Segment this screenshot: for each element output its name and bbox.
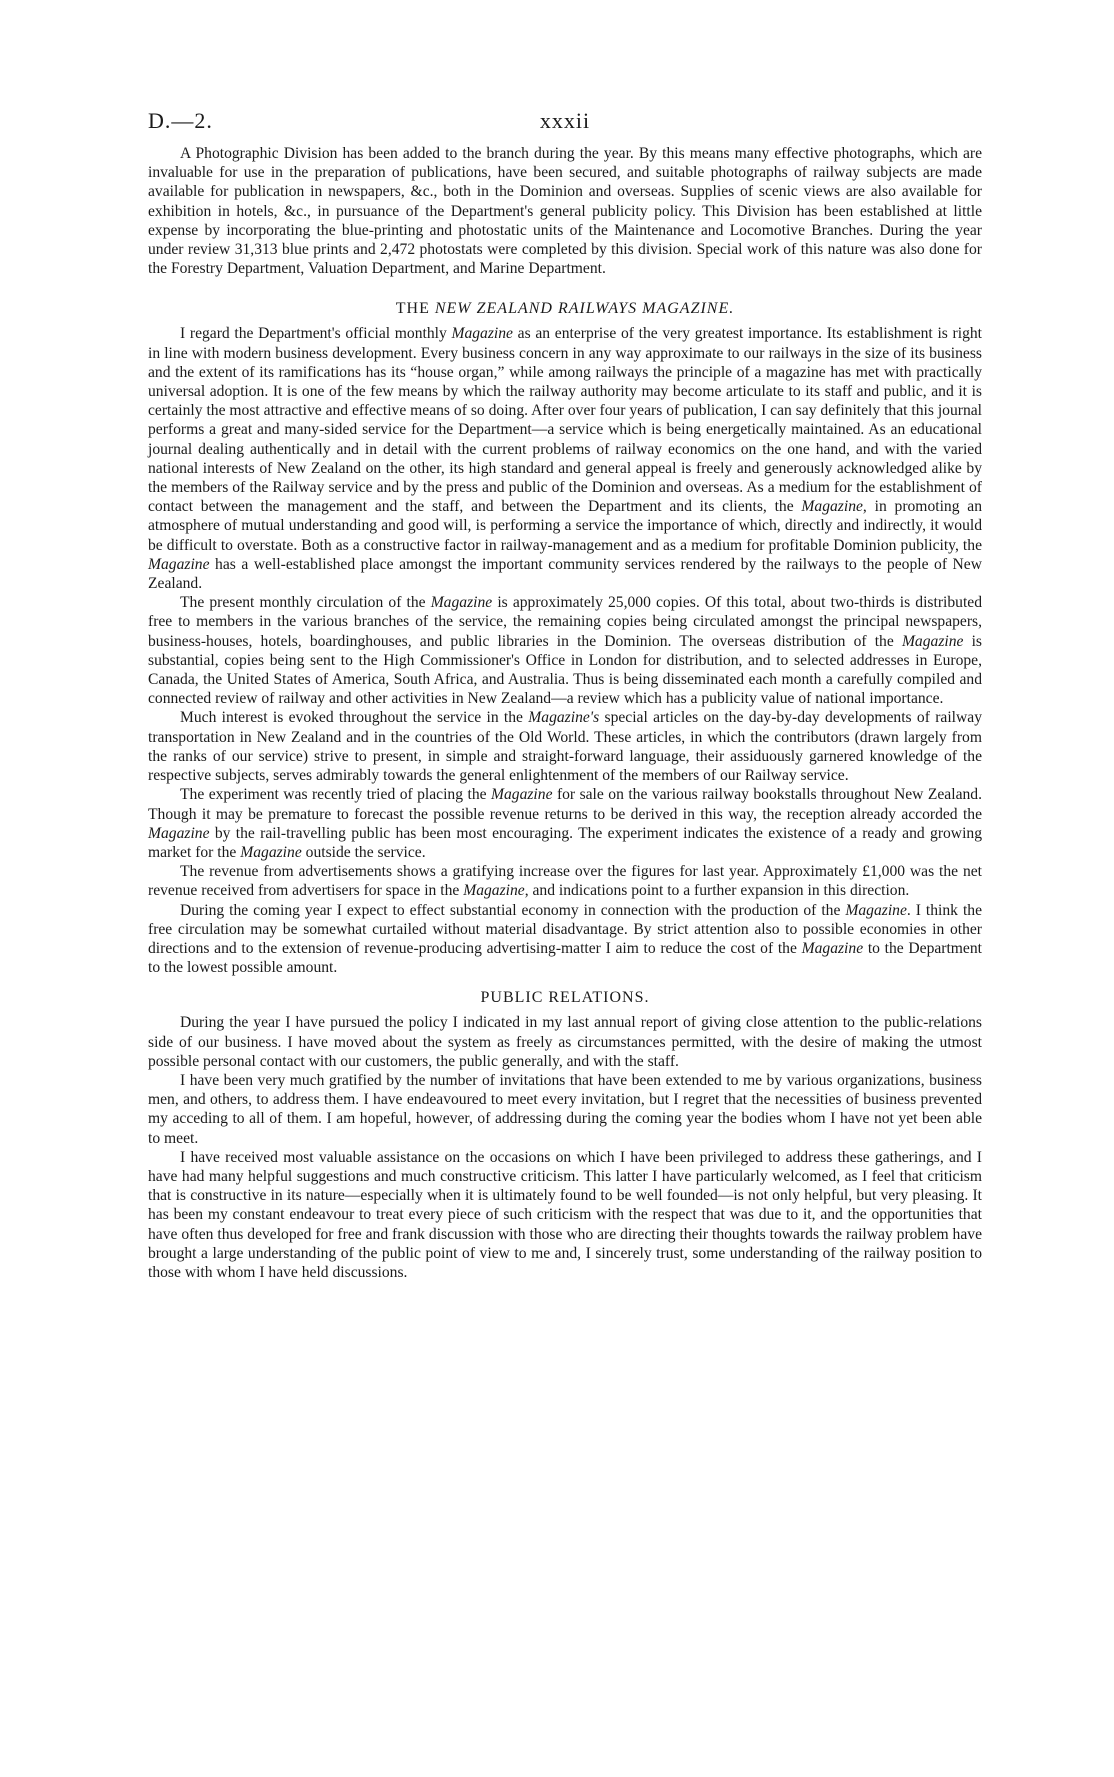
magazine-paragraph-6: During the coming year I expect to effect substantial economy in connection with the production of the Magazine. I think the free circulation may be somewhat curtailed without material disadvantage. By strict attention also to possible economies in other directions and to the extension of revenue-producing advertising-matter I aim to reduce the cost of the Magazine to the Department to the lowest possible amount. [148,901,982,977]
magazine-title: Magazine [451,325,513,343]
running-head [148,108,982,144]
heading-title: NEW ZEALAND RAILWAYS MAGAZINE. [434,300,735,318]
magazine-title: Magazine [148,555,210,573]
magazine-title: Magazine [490,786,553,804]
photographic-division-paragraph: A Photographic Division has been added to the branch during the year. By this means many effective photographs, which are invaluable for use in the preparation of publications, have been secured, and suitable photographs of railway subjects are made available for publication in newspapers, &c., both in the Dominion and overseas. Supplies of scenic views are also available for exhibition in hotels, &c., in pursuance of the Department's general publicity policy. This Division has been established at little expense by incorporating the blue-printing and photostatic units of the Maintenance and Locomotive Branches. During the year under review 31,313 blue prints and 2,472 photostats were completed by this division. Special work of this nature was also done for the Forestry Department, Valuation Department, and Marine Department. [148,145,982,278]
magazine-paragraph-1: I regard the Department's official monthly Magazine as an enterprise of the very greatest importance. Its establishment is right in line with modern business development. Every business concern in any way approximate to our railways in the size of its business and the extent of its ramifications has its “house organ,” while among railways the principle of a magazine has met with practically universal adoption. It is one of the few means by which the railway authority may become articulate to its staff and public, and it is certainly the most attractive and effective means of so doing. After over four years of publication, I can say definitely that this journal performs a great and many-sided service for the Department—a service which is being energetically maintained. As an educational journal dealing authentically and in detail with the current problems of railway economics on the one hand, and with the varied national interests of New Zealand on the other, its high standard and general appeal is freely and generously acknowledged alike by the members of the Railway service and by the press and public of the Dominion and overseas. As a medium for the establishment of contact between the management and the staff, and between the Department and its clients, the Magazine, in promoting an atmosphere of mutual understanding and good will, is performing a service the importance of which, directly and indirectly, it would be difficult to overstate. Both as a constructive factor in railway-management and as a medium for profitable Dominion publicity, the Magazine has a well-established place amongst the important community services rendered by the railways to the people of New Zealand. [148,325,982,593]
page-number: xxxii [539,108,591,133]
document-code: D.—2. [148,108,213,133]
public-relations-paragraph-3: I have received most valuable assistance on the occasions on which I have been privileged to address these gatherings, and I have had many helpful suggestions and much constructive criticism. This latter I have particularly welcomed, as I feel that criticism that is constructive in its nature—especially when it is ultimately found to be well founded—is not only helpful, but very pleasing. It has been my constant endeavour to treat every piece of such criticism with the respect that was due to it, and the opportunities that have often thus developed for free and frank discussion with those who are directing their thoughts towards the railway problem have brought a large understanding of the public point of view to me and, I sincerely trust, some understanding of the railway position to those with whom I have held discussions. [148,1148,982,1281]
magazine-title: Magazine [430,594,493,612]
public-relations-paragraph-2: I have been very much gratified by the number of invitations that have been extended to me by various organizations, business men, and others, to address them. I have endeavoured to meet every invitation, but I regret that the necessities of business prevented my acceding to all of them. I am hopeful, however, of addressing during the coming year the bodies whom I have not yet been able to meet. [148,1071,982,1147]
magazine-title: Magazine [801,939,864,957]
magazine-title: Magazine [901,632,964,650]
magazine-paragraph-3: Much interest is evoked throughout the service in the Magazine's special articles on the day-by-day developments of railway transportation in New Zealand and in the countries of the Old World. These articles, in which the contributors (drawn largely from the ranks of our service) strive to present, in simple and straight-forward language, their assiduously garnered knowledge of the respective subjects, serves admirably towards the general enlightenment of the members of our Railway service. [148,709,982,785]
magazine-title: Magazine [240,843,302,861]
heading-prefix: THE [395,300,430,318]
public-relations-heading: PUBLIC RELATIONS. [480,989,650,1007]
magazine-title: Magazine [845,901,907,919]
magazine-paragraph-4: The experiment was recently tried of placing the Magazine for sale on the various railway bookstalls throughout New Zealand. Though it may be premature to forecast the possible revenue returns to be derived in this way, the reception already accorded the Magazine by the rail-travelling public has been most encouraging. The experiment indicates the existence of a ready and growing market for the Magazine outside the service. [148,786,982,861]
magazine-title: Magazine's [528,709,600,727]
public-relations-paragraph-1: During the year I have pursued the policy I indicated in my last annual report of giving close attention to the public-relations side of our business. I have moved about the system as freely as circumstances permitted, with the desire of making the utmost possible personal contact with our customers, the public generally, and with the staff. [148,1014,982,1070]
magazine-title: Magazine [801,498,863,516]
magazine-section-heading [148,300,982,318]
magazine-paragraph-2: The present monthly circulation of the Magazine is approximately 25,000 copies. Of this total, about two-thirds is distributed free to members in the various branches of the service, the remaining copies being circulated amongst the principal newspapers, business-houses, hotels, boardinghouses, and public libraries in the Dominion. The overseas distribution of the Magazine is substantial, copies being sent to the High Commissioner's Office in London for distribution, and to selected addresses in Europe, Canada, the United States of America, South Africa, and Australia. Thus is being disseminated each month a carefully compiled and connected review of railway and other activities in New Zealand—a review which has a publicity value of national importance. [148,594,982,708]
magazine-title: Magazine [148,824,210,842]
magazine-paragraph-5: The revenue from advertisements shows a gratifying increase over the figures for last year. Approximately £1,000 was the net revenue received from advertisers for space in the Magazine, and indications point to a further expansion in this direction. [148,863,982,900]
magazine-title: Magazine [463,882,525,900]
